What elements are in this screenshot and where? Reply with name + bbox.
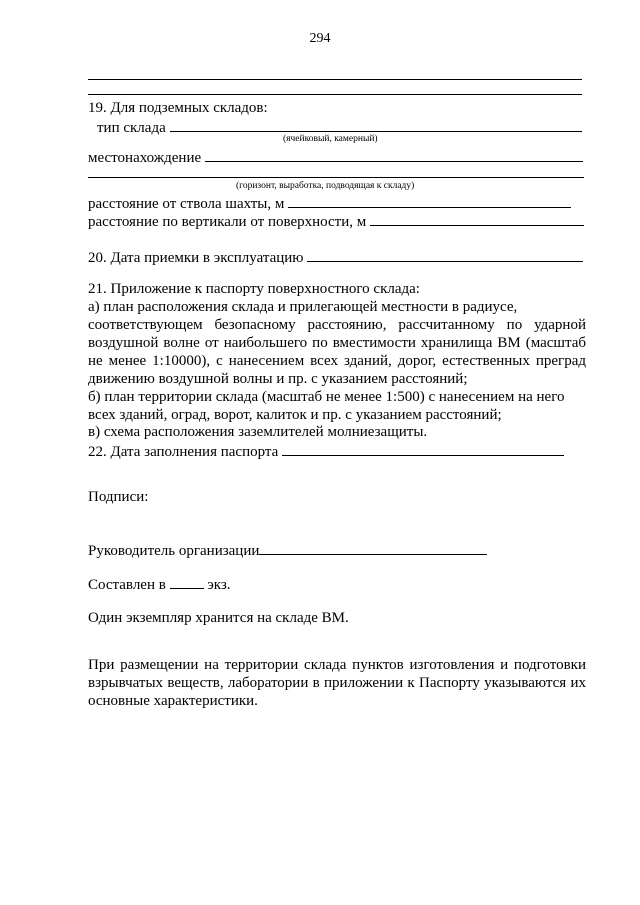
vertical-distance-field [88,211,584,231]
item21-a-line: не менее 1:10000), с нанесением всех зданий, дорог, естественных преград [88,353,586,369]
final-paragraph-line: основные характеристики. [88,693,258,709]
item21-a-line: а) план расположения склада и прилегающей местности в радиусе, [88,299,518,315]
acceptance-date-blank[interactable] [307,247,583,262]
shaft-distance-label: расстояние от ствола шахты, м [88,196,285,212]
final-paragraph-line: взрывчатых веществ, лаборатории в приложении к Паспорту указываются их [88,675,586,691]
copies-suffix: экз. [207,577,231,593]
location-field [88,147,583,167]
item21-a-line: соответствующем безопасному расстоянию, рассчитанному по ударной [88,317,586,333]
item19-heading: 19. Для подземных складов: [88,100,268,116]
item21-b-line: всех зданий, оград, ворот, калиток и пр. с указанием расстояний; [88,407,502,423]
location-label: местонахождение [88,150,202,166]
item21-a-line: воздушной волне от наибольшего по вместимости хранилища ВМ (масштаб [88,335,586,351]
head-signature-label: Руководитель организации [88,543,260,559]
final-paragraph-line: При размещении на территории склада пунктов изготовления и подготовки [88,657,586,673]
page-number: 294 [309,31,331,46]
shaft-distance-field [88,193,571,213]
head-signature-field [88,540,487,560]
item21-c-line: в) схема расположения заземлителей молниезащиты. [88,424,428,440]
acceptance-date-field [88,247,583,267]
fill-date-label: 22. Дата заполнения паспорта [88,444,279,460]
head-signature-blank[interactable] [259,540,487,555]
copies-prefix: Составлен в [88,577,166,593]
location-blank[interactable] [205,147,583,162]
blank-line [88,79,582,80]
copies-field [88,574,231,594]
storage-note: Один экземпляр хранится на складе ВМ. [88,610,349,626]
vertical-distance-blank[interactable] [370,211,584,226]
copies-blank[interactable] [170,574,204,589]
blank-line [88,94,582,95]
location-blank-second-line [88,177,584,178]
vertical-distance-label: расстояние по вертикали от поверхности, м [88,214,367,230]
item21-heading: 21. Приложение к паспорту поверхностного склада: [88,281,420,297]
item21-b-line: б) план территории склада (масштаб не менее 1:500) с нанесением на него [88,389,565,405]
item21-a-line: движению воздушной волны и пр. с указанием расстояний; [88,371,468,387]
acceptance-date-label: 20. Дата приемки в эксплуатацию [88,250,304,266]
storage-type-caption: (ячейковый, камерный) [283,134,378,144]
storage-type-blank[interactable] [170,117,582,132]
signatures-heading: Подписи: [88,489,149,505]
location-caption: (горизонт, выработка, подводящая к складу) [236,181,415,191]
storage-type-label: тип склада [97,120,166,136]
shaft-distance-blank[interactable] [288,193,571,208]
fill-date-blank[interactable] [282,441,564,456]
fill-date-field [88,441,564,461]
